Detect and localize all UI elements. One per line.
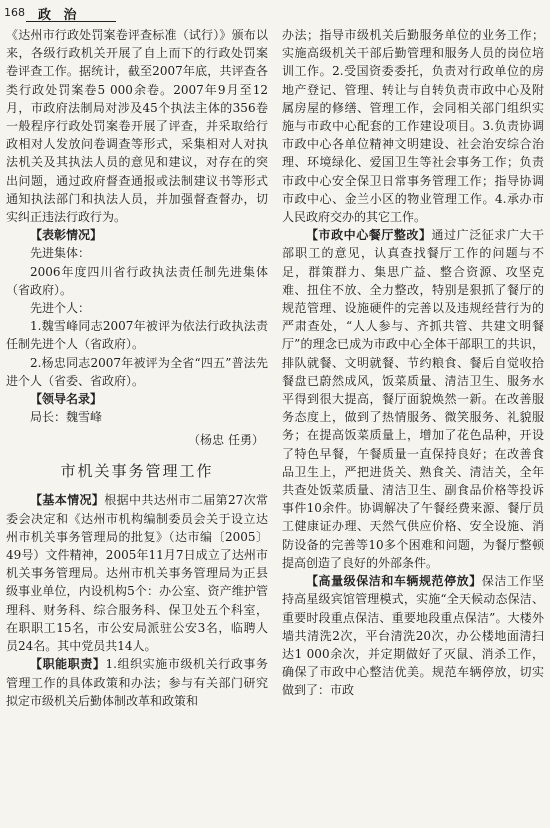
credit-author: （杨忠 xyxy=(187,433,224,448)
basic-paragraph xyxy=(6,491,268,655)
collective-intro: 先进集体： xyxy=(30,246,91,261)
collective-item: 2006年度四川省行政执法责任制先进集体（省政府）。 xyxy=(6,264,268,297)
section-title: 市机关事务管理工作 xyxy=(60,462,214,481)
leader-heading xyxy=(6,390,268,408)
honor-label: 【表彰情况】 xyxy=(30,228,103,243)
individual-item-1: 1.魏雪峰同志2007年被评为依法行政执法责任制先进个人（省政府）。 xyxy=(6,319,268,352)
cleaning-label: 【高量级保洁和车辆规范停放】 xyxy=(306,574,482,589)
cleaning-text: 保洁工作坚持高星级宾馆管理模式，实施“全天候动态保洁、重要时段重点保洁、重要地段重点保洁”。大楼外墙共清洗2次，平台清洗20次，办公楼地面清扫达1 000余次，并定期做好了灭鼠、消杀工作，确保了市政中心整洁优美。规范车辆停放，切实做到了：市政 xyxy=(282,574,544,698)
individual-intro: 先进个人： xyxy=(30,301,91,316)
credit-role: 任勇） xyxy=(227,433,264,448)
individual-item-2: 2.杨忠同志2007年被评为全省“四五”普法先进个人（省委、省政府）。 xyxy=(6,355,268,388)
honor-heading xyxy=(6,226,268,244)
canteen-paragraph xyxy=(282,226,544,572)
basic-label: 【基本情况】 xyxy=(30,493,105,508)
right-column xyxy=(282,26,544,824)
canteen-text: 通过广泛征求广大干部职工的意见，认真查找餐厅工作的问题与不足，群策群力、集思广益、整合资源、攻坚克难、扭住不放、全力整改，特别是狠抓了餐厅的规范管理、设施硬件的完善以及违规经营行为的严肃查处，“人人参与、齐抓共管、共建文明餐厅”的理念已成为市政中心全体干部职工的共识，排队就餐、文明就餐、节约粮食、餐后自觉收拾餐盘已蔚然成风，饭菜质量、清洁卫生、服务水平得到很大提高，餐厅面貌焕然一新。在改善服务态度上，做到了热情服务、微笑服务、礼貌服务；在提高饭菜质量上，增加了花色品种，开设了特色早餐，午餐质量一直保持良好；在改善食品卫生上，严把进货关、熟食关、清洁关，全年共查处饭菜质量、清洁卫生、副食品价格等投诉事件10余件。协调解决了午餐经费来源、餐厅员工健康证办理、天然气供应价格、安全设施、消防设备的完善等10多个困难和问题，为餐厅整顿提高创造了良好的外部条件。 xyxy=(282,228,544,570)
canteen-label: 【市政中心餐厅整改】 xyxy=(306,228,432,243)
cleaning-paragraph xyxy=(282,572,544,699)
duty-label: 【职能职责】 xyxy=(30,657,106,672)
page-number: 168 xyxy=(4,6,25,19)
duty-paragraph xyxy=(6,655,268,710)
page-header xyxy=(4,4,542,24)
review-paragraph: 《达州市行政处罚案卷评查标准（试行）》颁布以来，各级行政机关开展了自上而下的行政处罚案卷评查工作。据统计，截至2007年底，共评查各类行政处罚案卷5 000余卷。2007年9月至12月，市政府法制局对涉及45个执法主体的356卷一般程序行政处罚案卷开展了评查，并采取给行政相对人发放问卷调查等形式，采集相对人对执法机关及其执法人员的意见和建议，对存在的突出问题，通过政府督查通报或法制建议书等形式通知执法部门和执法人员，并加强督查督办，切实纠正违法行政行为。 xyxy=(6,28,268,225)
duty-continued: 办法；指导市级机关后勤服务单位的业务工作；实施高级机关干部后勤管理和服务人员的岗位培训工作。2.受国资委委托，负责对行政单位的房地产登记、管理、转让与自转负责市政中心及附属房屋的修缮、管理工作，会同相关部门组织实施与市政中心配套的工作建设项目。3.负责协调市政中心各单位精神文明建设、社会治安综合治理、环境绿化、爱国卫生等社会事务工作；负责市政中心安全保卫日常事务管理工作；指导协调市政中心、金兰小区的物业管理工作。4.承办市人民政府交办的其它工作。 xyxy=(282,28,544,225)
leader-label: 【领导名录】 xyxy=(30,392,103,407)
duty-text: 1.组织实施市级机关行政事务管理工作的具体政策和办法；参与有关部门研究拟定市级机关后勤体制改革和政策和 xyxy=(6,657,268,708)
section-name: 政 治 xyxy=(38,8,81,23)
basic-text: 根据中共达州市二届第27次常委会决定和《达州市机构编制委员会关于设立达州市机关事务管理局的批复》（达市编〔2005〕49号）文件精神，2005年11月7日成立了达州市机关事务管理局。达州市机关事务管理局为正县级事业单位，内设机构5个：办公室、资产维护管理科、财务科、综合服务科、保卫处五个科室，在职职工15名，市公安局派驻公安3名，临聘人员24名。其中党员共14人。 xyxy=(6,493,268,654)
leader-item: 局长：魏雪峰 xyxy=(30,410,103,425)
left-column xyxy=(6,26,268,824)
header-rule xyxy=(26,21,116,22)
author-credit xyxy=(6,431,264,448)
